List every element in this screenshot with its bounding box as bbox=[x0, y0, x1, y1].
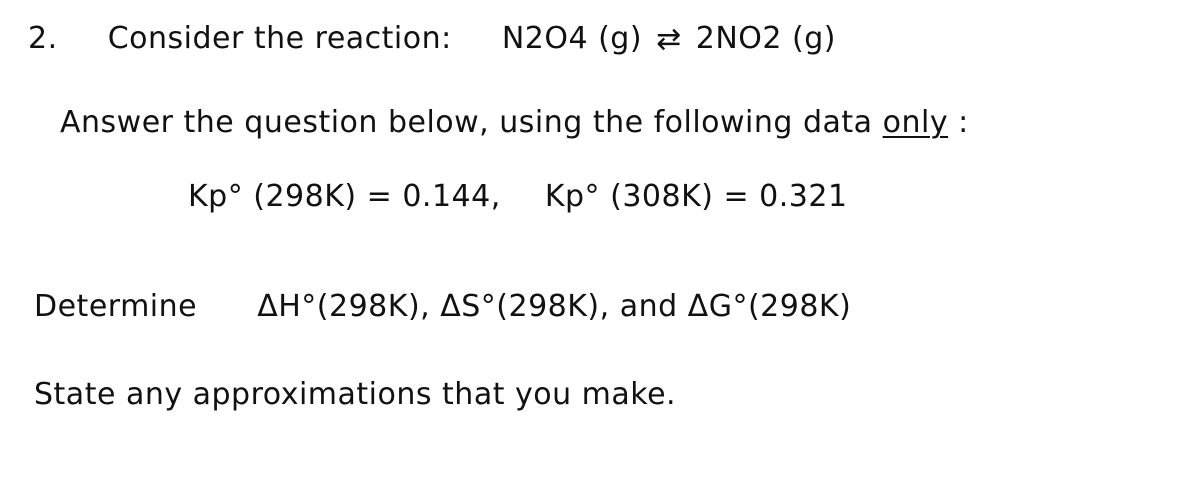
instruction-line bbox=[60, 106, 969, 140]
kp-data-line bbox=[188, 180, 848, 214]
kp1-symbol: Kp° bbox=[188, 179, 244, 214]
question-header bbox=[28, 22, 836, 57]
instruction-prefix: Answer the question below, using the following data bbox=[60, 105, 873, 140]
instruction-emphasis: only bbox=[882, 105, 949, 140]
equilibrium-arrow-icon: ⇄ bbox=[656, 21, 682, 57]
determine-items: ΔH°(298K), ΔS°(298K), and ΔG°(298K) bbox=[257, 289, 852, 324]
kp2-value: = 0.321 bbox=[723, 179, 848, 214]
kp2-symbol: Kp° bbox=[544, 179, 601, 214]
state-approximations-line bbox=[34, 378, 676, 412]
determine-label: Determine bbox=[34, 289, 198, 324]
reaction-product: 2NO2 (g) bbox=[695, 21, 836, 56]
kp1-value: = 0.144, bbox=[366, 179, 501, 214]
kp1-temperature: (298K) bbox=[253, 179, 357, 214]
determine-line bbox=[34, 290, 851, 324]
kp2-temperature: (308K) bbox=[610, 179, 714, 214]
question-intro: Consider the reaction: bbox=[107, 21, 452, 56]
reaction-reactant: N2O4 (g) bbox=[501, 21, 643, 56]
instruction-suffix: : bbox=[958, 105, 969, 140]
question-number: 2. bbox=[28, 21, 58, 56]
state-approximations-text: State any approximations that you make. bbox=[34, 377, 677, 412]
